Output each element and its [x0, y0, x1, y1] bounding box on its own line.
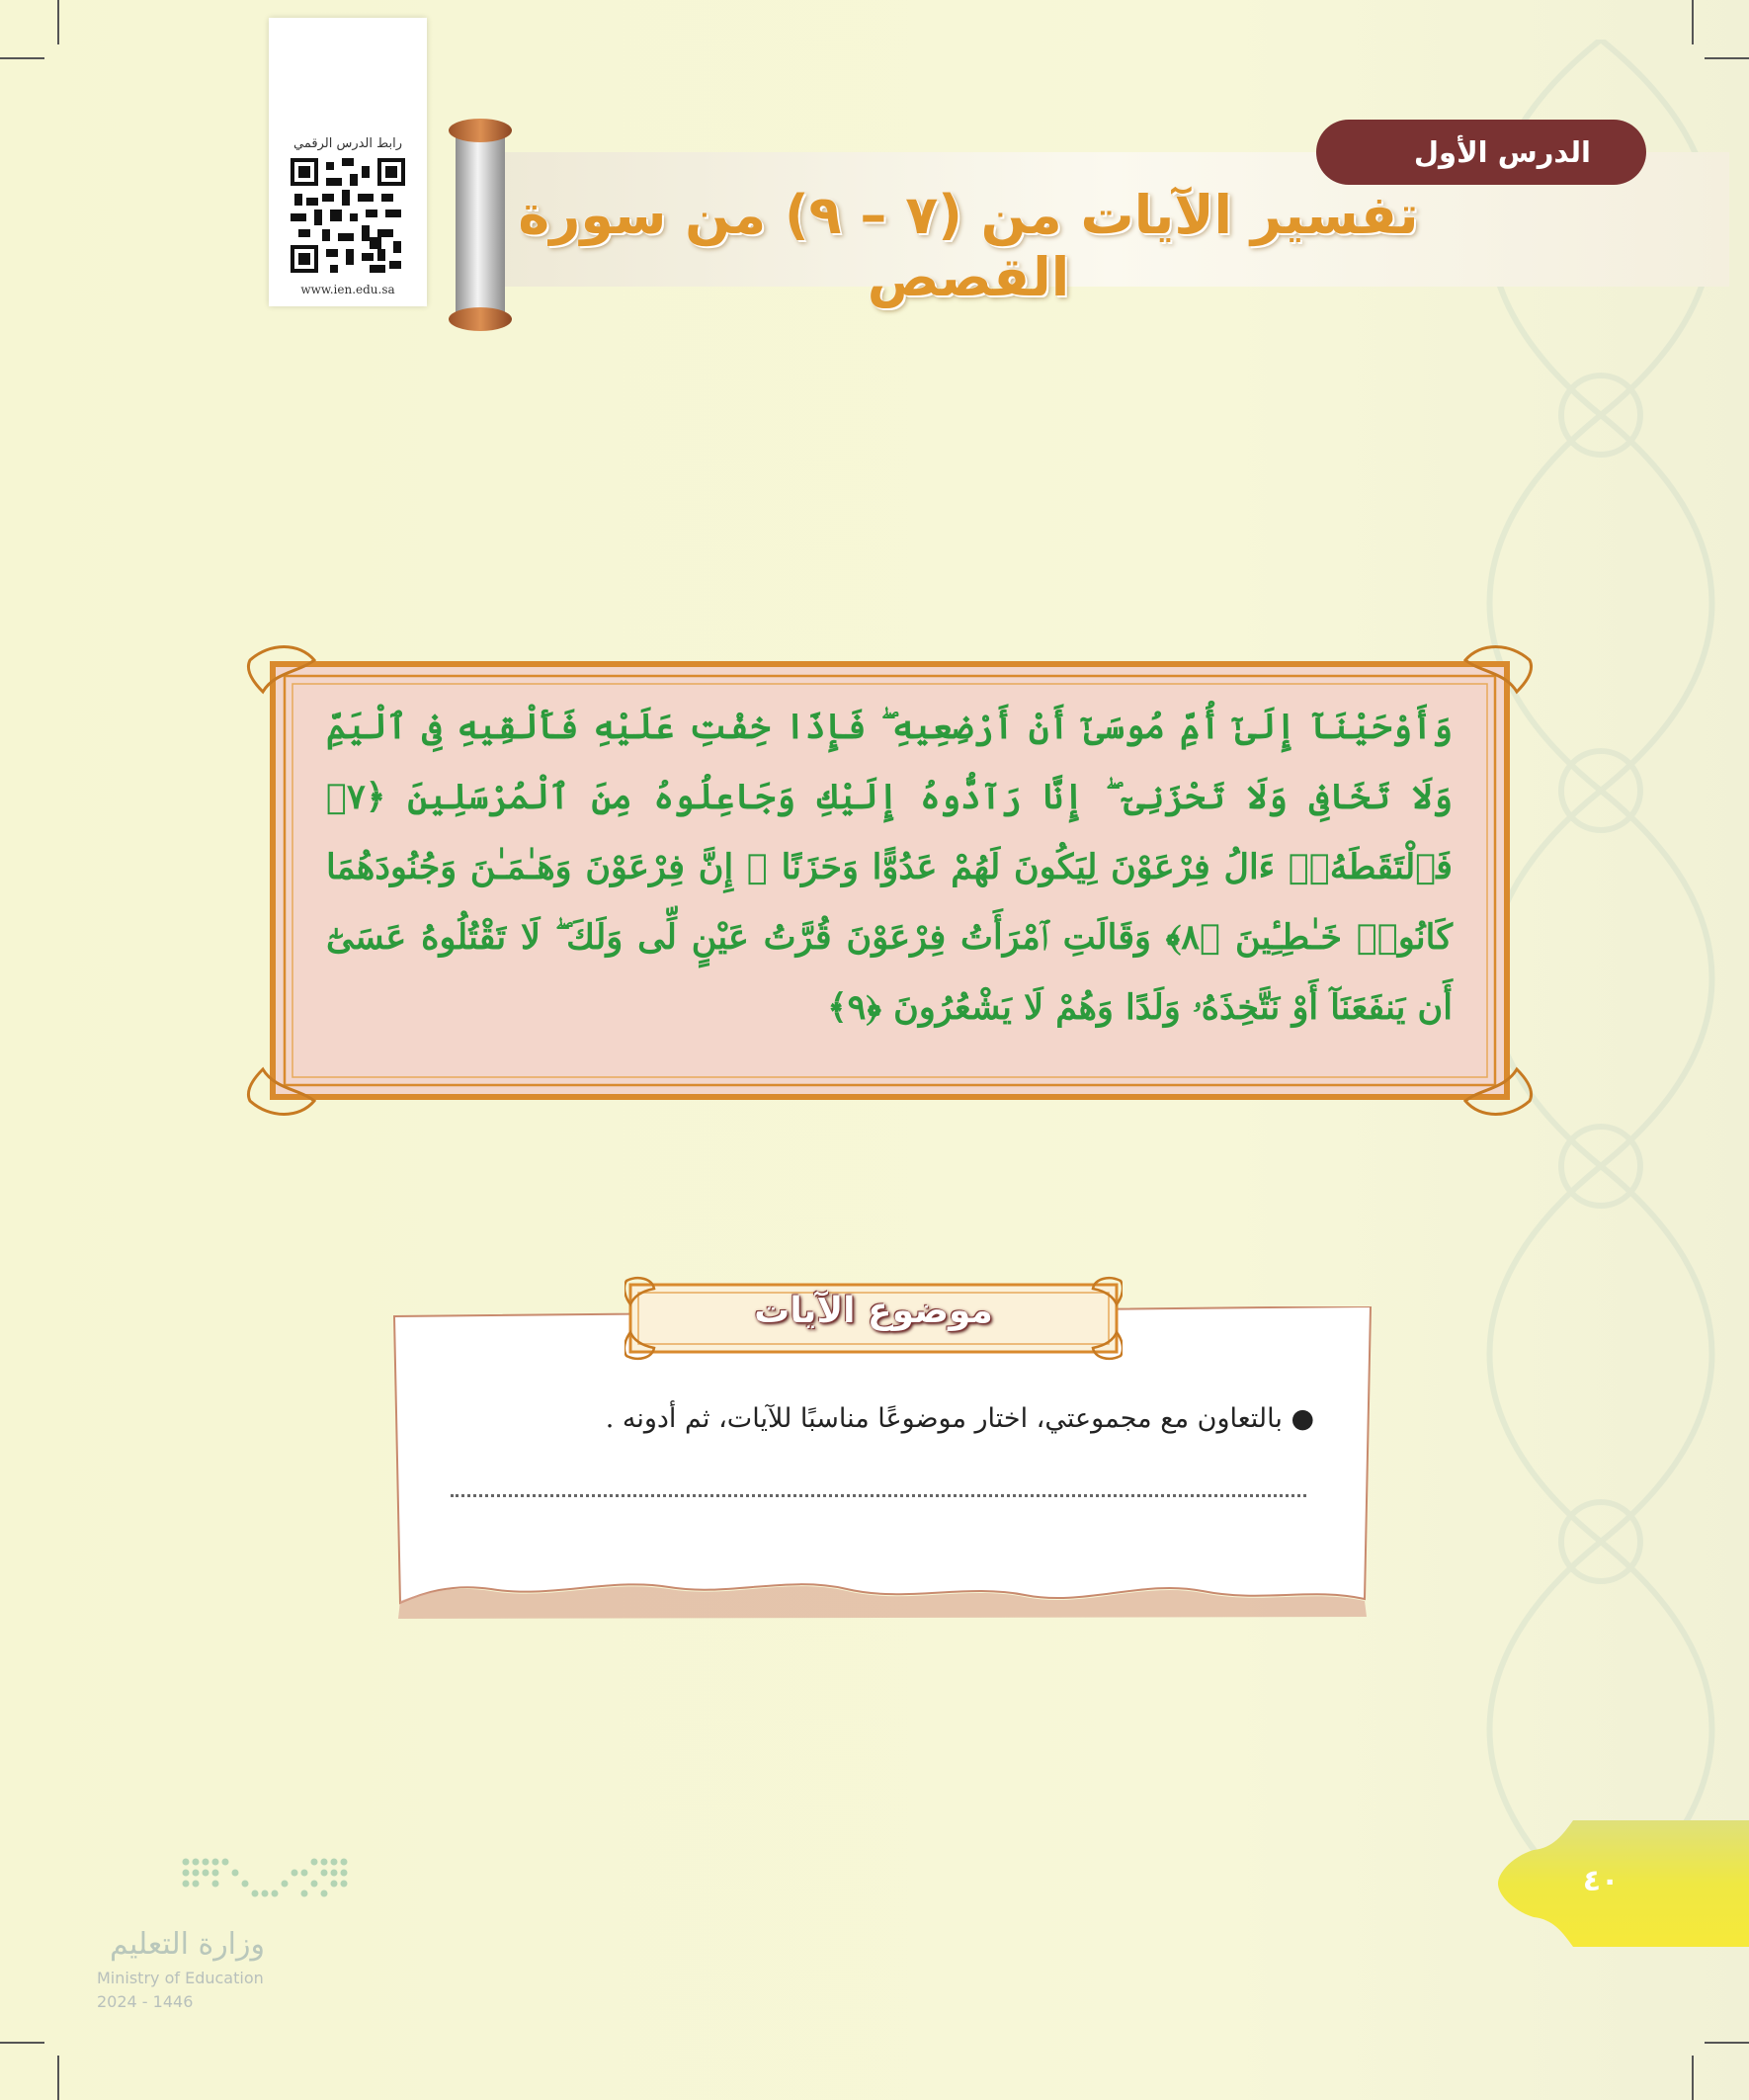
crop-mark: [57, 2056, 59, 2100]
ministry-year: 2024 - 1446: [97, 1992, 194, 2011]
crop-mark: [1692, 2056, 1694, 2100]
qr-card[interactable]: [269, 18, 427, 306]
crop-mark: [1705, 2042, 1749, 2044]
ministry-name-ar: وزارة التعليم: [109, 1927, 265, 1962]
answer-line[interactable]: [451, 1494, 1306, 1497]
quran-verses: وَأَوْحَيْنَآ إِلَىٰٓ أُمِّ مُوسَىٰٓ أَنْ أَرْضِعِيهِ ۖ فَإِذَا خِفْتِ عَلَيْهِ فَأَلْقِيهِ فِى ٱلْيَمِّ وَلَا تَخَافِى وَلَا تَحْزَنِىٓ ۖ إِنَّا رَآدُّوهُ إِلَيْكِ وَجَاعِلُوهُ مِنَ ٱلْمُرْسَلِينَ ﴿٧﴾ فَٱلْتَقَطَهُۥٓ ءَالُ فِرْعَوْنَ لِيَكُونَ لَهُمْ عَدُوًّا وَحَزَنًا ۗ إِنَّ فِرْعَوْنَ وَهَـٰمَـٰنَ وَجُنُودَهُمَا كَانُوا۟ خَـٰطِـِٔينَ ﴿٨﴾ وَقَالَتِ ٱمْرَأَتُ فِرْعَوْنَ قُرَّتُ عَيْنٍ لِّى وَلَكَ ۖ لَا تَقْتُلُوهُ عَسَىٰٓ أَن يَنفَعَنَآ أَوْ نَتَّخِذَهُۥ وَلَدًا وَهُمْ لَا يَشْعُرُونَ ﴿٩﴾: [326, 707, 1454, 1028]
instruction-text: [445, 1403, 1314, 1434]
scroll-rod-icon: [447, 117, 514, 332]
qr-label: رابط الدرس الرقمي: [293, 136, 402, 151]
instruction-label: بالتعاون مع مجموعتي، اختار موضوعًا مناسبًا للآيات، ثم أدونه .: [605, 1403, 1283, 1434]
crop-mark: [1692, 0, 1694, 44]
bullet-icon: ●: [1291, 1403, 1314, 1434]
crop-mark: [0, 2042, 44, 2044]
page-title: تفسير الآيات من (٧ – ٩) من سورة القصص: [518, 184, 1419, 308]
topic-title: موضوع الآيات: [754, 1291, 993, 1331]
crop-mark: [1705, 57, 1749, 59]
lesson-tab: الدرس الأول: [1316, 120, 1646, 185]
crop-mark: [0, 57, 44, 59]
crop-mark: [57, 0, 59, 44]
ministry-name-en: Ministry of Education: [97, 1969, 264, 1987]
page-number: ٤٠: [1582, 1864, 1620, 1898]
ministry-logo-icon: [180, 1856, 350, 1905]
qr-url[interactable]: www.ien.edu.sa: [300, 283, 395, 296]
qr-code-icon[interactable]: [291, 158, 405, 273]
